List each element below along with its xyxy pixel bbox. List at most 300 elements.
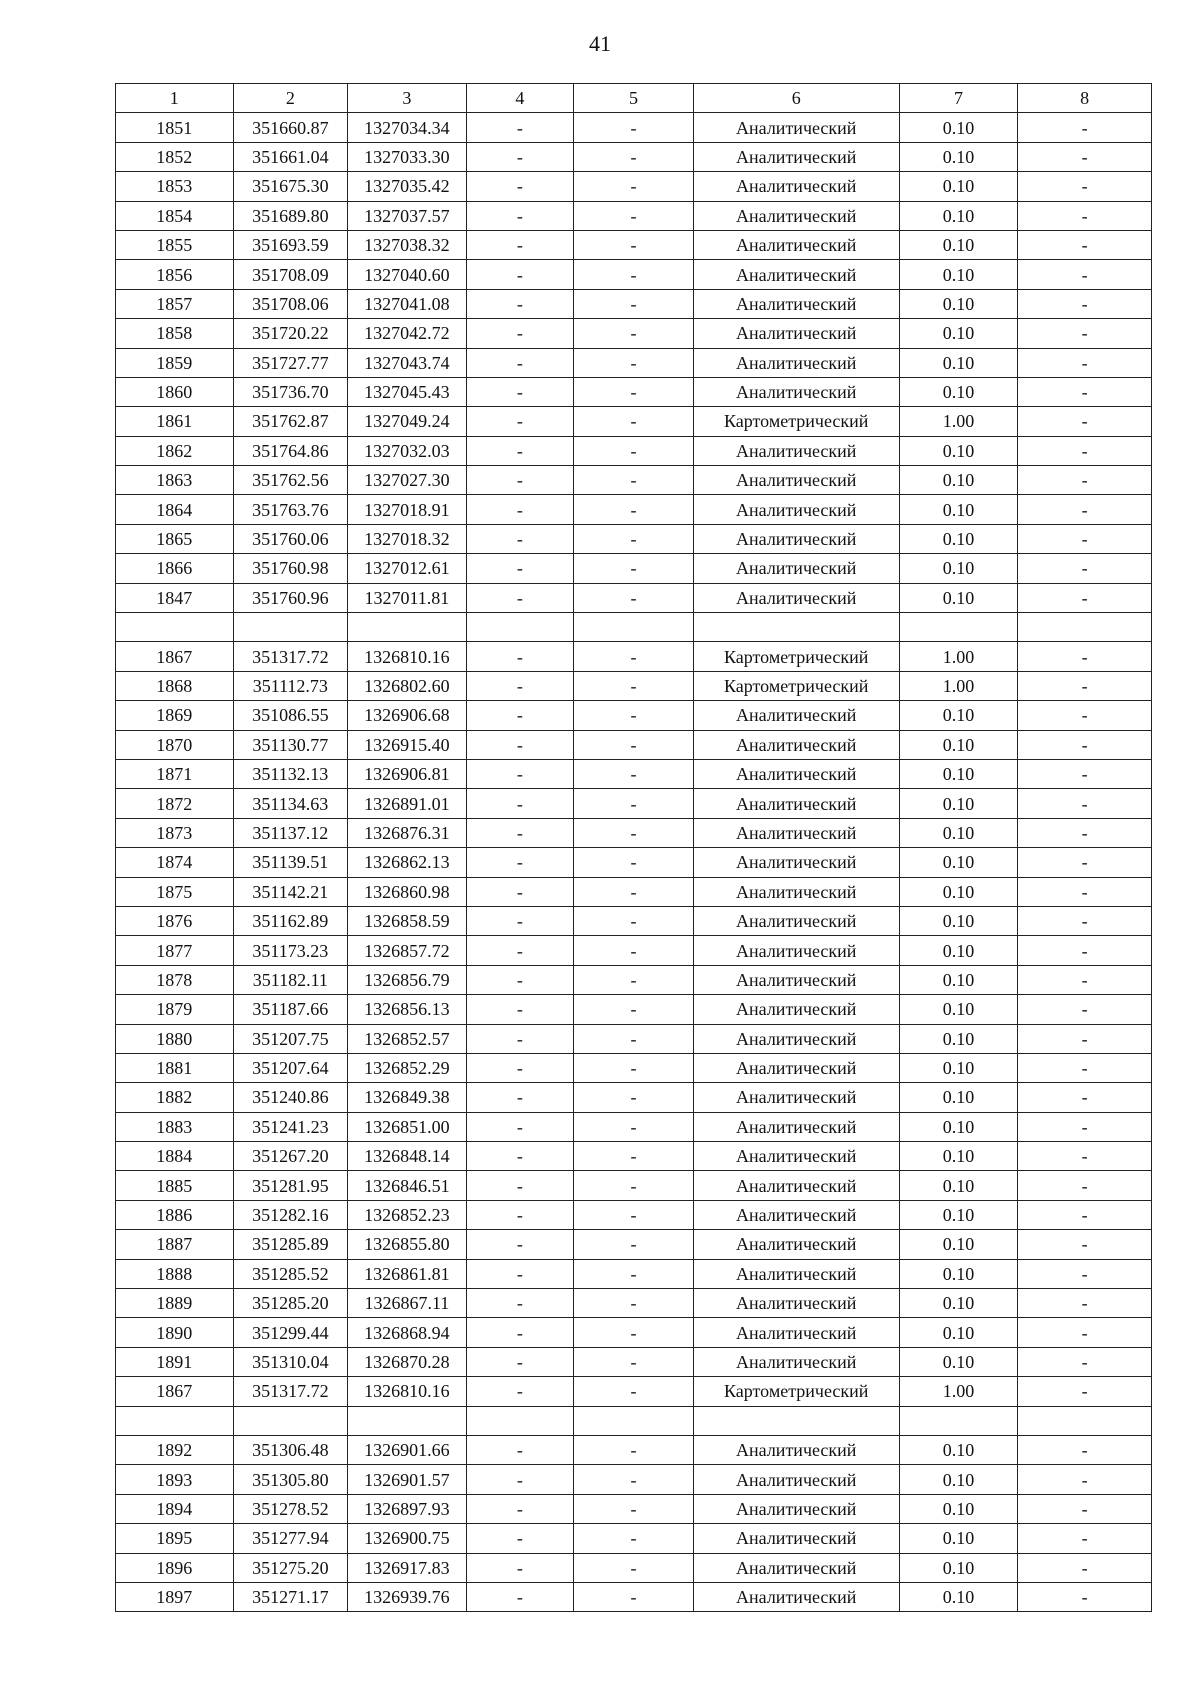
table-cell: - <box>574 436 694 465</box>
table-cell: - <box>1018 642 1152 671</box>
table-cell: 1882 <box>116 1083 234 1112</box>
table-cell: 1327040.60 <box>348 260 467 289</box>
column-header: 6 <box>693 84 899 113</box>
table-cell: - <box>574 583 694 612</box>
table-cell <box>116 1406 234 1435</box>
table-cell: - <box>574 201 694 230</box>
table-cell: 1326901.57 <box>348 1465 467 1494</box>
table-cell: 0.10 <box>899 1259 1018 1288</box>
table-cell <box>466 613 574 642</box>
table-cell: 351317.72 <box>233 1377 348 1406</box>
table-cell: 1326852.23 <box>348 1200 467 1229</box>
table-cell: 0.10 <box>899 230 1018 259</box>
table-cell: - <box>466 1112 574 1141</box>
table-cell: - <box>574 1142 694 1171</box>
table-cell: - <box>466 1435 574 1464</box>
table-cell: 0.10 <box>899 554 1018 583</box>
table-cell: 1878 <box>116 965 234 994</box>
table-cell: Картометрический <box>693 671 899 700</box>
table-cell: - <box>466 230 574 259</box>
table-cell: 1851 <box>116 113 234 142</box>
table-cell: Аналитический <box>693 1494 899 1523</box>
table-cell: 1853 <box>116 172 234 201</box>
table-cell: - <box>466 436 574 465</box>
table-cell: - <box>1018 701 1152 730</box>
table-cell: 1326900.75 <box>348 1524 467 1553</box>
table-cell: - <box>466 1582 574 1611</box>
table-cell: Аналитический <box>693 965 899 994</box>
table-cell: - <box>1018 1112 1152 1141</box>
table-cell: Аналитический <box>693 1347 899 1376</box>
table-cell: 1327049.24 <box>348 407 467 436</box>
table-row-separator <box>116 1406 1152 1435</box>
table-cell: - <box>466 319 574 348</box>
table-cell: - <box>574 524 694 553</box>
table-cell <box>1018 613 1152 642</box>
table-cell: 1326915.40 <box>348 730 467 759</box>
table-cell: 0.10 <box>899 1465 1018 1494</box>
table-cell <box>233 613 348 642</box>
table-cell: 0.10 <box>899 495 1018 524</box>
table-cell: Аналитический <box>693 848 899 877</box>
table-cell: - <box>1018 1524 1152 1553</box>
table-cell: 1897 <box>116 1582 234 1611</box>
table-cell: 1.00 <box>899 1377 1018 1406</box>
table-cell: - <box>466 554 574 583</box>
table-cell: 0.10 <box>899 848 1018 877</box>
table-cell: 0.10 <box>899 201 1018 230</box>
table-cell: - <box>574 1553 694 1582</box>
table-cell: 1326860.98 <box>348 877 467 906</box>
table-cell: - <box>466 995 574 1024</box>
table-cell: - <box>466 1524 574 1553</box>
table-cell: 351132.13 <box>233 759 348 788</box>
table-cell: 0.10 <box>899 1289 1018 1318</box>
table-cell: - <box>574 730 694 759</box>
table-cell: 0.10 <box>899 1142 1018 1171</box>
table-cell: 351285.52 <box>233 1259 348 1288</box>
table-cell: 0.10 <box>899 348 1018 377</box>
table-cell: 1890 <box>116 1318 234 1347</box>
table-row <box>116 583 1152 612</box>
table-cell: 1327037.57 <box>348 201 467 230</box>
table-cell: Аналитический <box>693 789 899 818</box>
table-cell <box>466 1406 574 1435</box>
table-cell: 351310.04 <box>233 1347 348 1376</box>
table-cell: 0.10 <box>899 789 1018 818</box>
table-cell: - <box>574 289 694 318</box>
table-cell: 1858 <box>116 319 234 348</box>
table-cell: - <box>574 377 694 406</box>
table-cell: - <box>1018 1024 1152 1053</box>
table-cell: - <box>1018 1259 1152 1288</box>
table-row <box>116 172 1152 201</box>
table-cell: - <box>466 730 574 759</box>
table-cell: - <box>466 965 574 994</box>
table-row <box>116 671 1152 700</box>
table-cell: 351277.94 <box>233 1524 348 1553</box>
table-cell: 0.10 <box>899 995 1018 1024</box>
table-cell: - <box>1018 759 1152 788</box>
table-cell: 1871 <box>116 759 234 788</box>
table-cell: - <box>1018 995 1152 1024</box>
table-cell: Аналитический <box>693 524 899 553</box>
table-cell: 351182.11 <box>233 965 348 994</box>
table-cell: Аналитический <box>693 818 899 847</box>
table-cell: - <box>574 848 694 877</box>
table-cell: Аналитический <box>693 1553 899 1582</box>
table-cell: 0.10 <box>899 1435 1018 1464</box>
table-cell: 351285.20 <box>233 1289 348 1318</box>
table-cell: 351763.76 <box>233 495 348 524</box>
table-cell: - <box>466 289 574 318</box>
table-cell: 1326870.28 <box>348 1347 467 1376</box>
table-cell: 351187.66 <box>233 995 348 1024</box>
table-cell: - <box>1018 230 1152 259</box>
table-cell: Аналитический <box>693 877 899 906</box>
table-row <box>116 1524 1152 1553</box>
table-cell: - <box>1018 1053 1152 1082</box>
table-cell: 0.10 <box>899 1347 1018 1376</box>
table-cell: Картометрический <box>693 1377 899 1406</box>
table-cell: 351240.86 <box>233 1083 348 1112</box>
table-row <box>116 759 1152 788</box>
table-cell: 1326810.16 <box>348 642 467 671</box>
table-cell: 1326876.31 <box>348 818 467 847</box>
table-cell: 351281.95 <box>233 1171 348 1200</box>
table-row <box>116 789 1152 818</box>
table-cell: - <box>574 759 694 788</box>
table-cell: - <box>1018 377 1152 406</box>
table-cell: Аналитический <box>693 1435 899 1464</box>
table-cell: 0.10 <box>899 1200 1018 1229</box>
table-cell: - <box>1018 789 1152 818</box>
column-header: 1 <box>116 84 234 113</box>
table-cell: 1327033.30 <box>348 142 467 171</box>
table-cell: - <box>1018 466 1152 495</box>
table-cell: 1892 <box>116 1435 234 1464</box>
table-cell: - <box>466 583 574 612</box>
table-row <box>116 848 1152 877</box>
table-cell: 0.10 <box>899 1024 1018 1053</box>
table-cell: - <box>574 1200 694 1229</box>
table-row <box>116 1465 1152 1494</box>
table-cell: 351689.80 <box>233 201 348 230</box>
table-cell: - <box>574 995 694 1024</box>
table-row <box>116 1171 1152 1200</box>
table-cell: - <box>574 1024 694 1053</box>
table-cell: - <box>466 671 574 700</box>
table-cell: 351275.20 <box>233 1553 348 1582</box>
table-cell: Аналитический <box>693 1142 899 1171</box>
table-cell: - <box>1018 495 1152 524</box>
table-cell: Аналитический <box>693 554 899 583</box>
table-cell: Аналитический <box>693 1200 899 1229</box>
table-cell: 0.10 <box>899 377 1018 406</box>
table-cell: - <box>1018 348 1152 377</box>
table-cell: 1326861.81 <box>348 1259 467 1288</box>
table-cell <box>348 613 467 642</box>
table-cell: 1859 <box>116 348 234 377</box>
table-row <box>116 260 1152 289</box>
table-cell: - <box>1018 818 1152 847</box>
table-cell: 351173.23 <box>233 936 348 965</box>
table-row <box>116 1200 1152 1229</box>
table-cell: - <box>574 466 694 495</box>
table-cell: - <box>574 319 694 348</box>
table-cell: - <box>1018 1289 1152 1318</box>
table-row <box>116 495 1152 524</box>
table-cell: 1886 <box>116 1200 234 1229</box>
table-cell: - <box>574 701 694 730</box>
table-cell: - <box>574 1494 694 1523</box>
table-cell: Аналитический <box>693 906 899 935</box>
table-cell: 1326906.68 <box>348 701 467 730</box>
table-cell: - <box>574 172 694 201</box>
table-cell: 1867 <box>116 1377 234 1406</box>
table-cell: - <box>574 1465 694 1494</box>
table-cell: 1881 <box>116 1053 234 1082</box>
table-cell: 351139.51 <box>233 848 348 877</box>
table-cell: - <box>466 877 574 906</box>
table-cell: 1896 <box>116 1553 234 1582</box>
table-cell: 0.10 <box>899 172 1018 201</box>
table-cell: 351271.17 <box>233 1582 348 1611</box>
table-cell: 1327045.43 <box>348 377 467 406</box>
table-cell: 1864 <box>116 495 234 524</box>
table-cell: 1870 <box>116 730 234 759</box>
table-cell <box>574 1406 694 1435</box>
table-cell: 351134.63 <box>233 789 348 818</box>
table-cell: 0.10 <box>899 1053 1018 1082</box>
table-cell: 0.10 <box>899 524 1018 553</box>
table-cell: 1326852.57 <box>348 1024 467 1053</box>
table-cell: 0.10 <box>899 142 1018 171</box>
table-cell: - <box>574 260 694 289</box>
table-cell <box>574 613 694 642</box>
table-row <box>116 1582 1152 1611</box>
table-cell: 0.10 <box>899 319 1018 348</box>
table-cell: Аналитический <box>693 759 899 788</box>
table-cell: Аналитический <box>693 201 899 230</box>
table-cell: 1867 <box>116 642 234 671</box>
table-cell: Аналитический <box>693 348 899 377</box>
table-cell: 1.00 <box>899 671 1018 700</box>
table-row <box>116 701 1152 730</box>
table-cell: 1852 <box>116 142 234 171</box>
table-cell: 1869 <box>116 701 234 730</box>
table-row <box>116 348 1152 377</box>
table-cell: - <box>1018 172 1152 201</box>
table-cell: - <box>466 142 574 171</box>
table-row <box>116 142 1152 171</box>
table-body <box>116 113 1152 1612</box>
table-cell: - <box>466 1289 574 1318</box>
table-cell: Аналитический <box>693 319 899 348</box>
table-row <box>116 730 1152 759</box>
table-cell: - <box>1018 936 1152 965</box>
table-cell: 0.10 <box>899 466 1018 495</box>
table-cell: 351267.20 <box>233 1142 348 1171</box>
table-cell: 0.10 <box>899 113 1018 142</box>
table-cell: - <box>574 1083 694 1112</box>
table-cell: Аналитический <box>693 1259 899 1288</box>
table-row <box>116 1024 1152 1053</box>
table-cell: 0.10 <box>899 1230 1018 1259</box>
table-cell: 0.10 <box>899 1112 1018 1141</box>
table-cell: 351720.22 <box>233 319 348 348</box>
table-cell: - <box>1018 1200 1152 1229</box>
table-cell: 0.10 <box>899 965 1018 994</box>
table-cell: 1847 <box>116 583 234 612</box>
table-cell: 1876 <box>116 906 234 935</box>
table-cell: Аналитический <box>693 1171 899 1200</box>
table-cell: 1893 <box>116 1465 234 1494</box>
table-cell: - <box>1018 1494 1152 1523</box>
table-cell: - <box>574 936 694 965</box>
table-cell: 0.10 <box>899 1318 1018 1347</box>
table-cell: - <box>466 1553 574 1582</box>
table-cell: - <box>466 377 574 406</box>
table-cell: 1326856.13 <box>348 995 467 1024</box>
table-cell: - <box>1018 1083 1152 1112</box>
table-cell: 351762.87 <box>233 407 348 436</box>
table-cell: - <box>466 348 574 377</box>
table-cell: 1326856.79 <box>348 965 467 994</box>
table-cell: - <box>466 466 574 495</box>
table-cell: - <box>1018 583 1152 612</box>
table-row <box>116 1083 1152 1112</box>
table-cell <box>693 613 899 642</box>
table-cell: - <box>466 1230 574 1259</box>
table-cell: - <box>1018 436 1152 465</box>
table-cell: 1861 <box>116 407 234 436</box>
table-cell: 0.10 <box>899 1582 1018 1611</box>
table-row <box>116 377 1152 406</box>
table-cell: Аналитический <box>693 1582 899 1611</box>
table-cell: - <box>1018 524 1152 553</box>
table-cell: 351207.64 <box>233 1053 348 1082</box>
table-cell: Аналитический <box>693 260 899 289</box>
table-cell: - <box>1018 260 1152 289</box>
table-cell: 351317.72 <box>233 642 348 671</box>
table-cell: Аналитический <box>693 1524 899 1553</box>
table-cell: - <box>466 172 574 201</box>
table-cell: - <box>466 1465 574 1494</box>
table-cell: 351305.80 <box>233 1465 348 1494</box>
table-cell: 1865 <box>116 524 234 553</box>
table-cell: 0.10 <box>899 730 1018 759</box>
table-cell: 351086.55 <box>233 701 348 730</box>
table-cell: 1327042.72 <box>348 319 467 348</box>
table-cell: 1887 <box>116 1230 234 1259</box>
table-cell: 1327012.61 <box>348 554 467 583</box>
table-cell: 1877 <box>116 936 234 965</box>
table-cell: - <box>1018 965 1152 994</box>
table-cell: - <box>574 1435 694 1464</box>
table-cell: - <box>1018 671 1152 700</box>
table-cell: Аналитический <box>693 377 899 406</box>
table-cell: - <box>466 1053 574 1082</box>
table-cell: - <box>574 1171 694 1200</box>
table-cell: - <box>466 642 574 671</box>
table-cell: 0.10 <box>899 877 1018 906</box>
table-cell: 351207.75 <box>233 1024 348 1053</box>
table-cell: - <box>574 1582 694 1611</box>
table-cell: 1872 <box>116 789 234 818</box>
table-header-row <box>116 84 1152 113</box>
table-row <box>116 1053 1152 1082</box>
table-row <box>116 965 1152 994</box>
table-cell: - <box>574 1230 694 1259</box>
table-cell: 1860 <box>116 377 234 406</box>
table-cell: 0.10 <box>899 289 1018 318</box>
table-row <box>116 1494 1152 1523</box>
table-cell: 0.10 <box>899 1553 1018 1582</box>
table-cell: 1326849.38 <box>348 1083 467 1112</box>
table-cell: 1862 <box>116 436 234 465</box>
table-cell: 351660.87 <box>233 113 348 142</box>
table-cell: 1863 <box>116 466 234 495</box>
table-cell: - <box>1018 730 1152 759</box>
table-cell: - <box>466 1024 574 1053</box>
table-cell: 351130.77 <box>233 730 348 759</box>
table-cell: 1856 <box>116 260 234 289</box>
table-row <box>116 642 1152 671</box>
column-header: 4 <box>466 84 574 113</box>
table-cell: 1327027.30 <box>348 466 467 495</box>
table-cell: 1895 <box>116 1524 234 1553</box>
table-cell: 1326917.83 <box>348 1553 467 1582</box>
table-cell: Аналитический <box>693 142 899 171</box>
table-cell: 0.10 <box>899 906 1018 935</box>
table-row <box>116 1347 1152 1376</box>
table-cell: Аналитический <box>693 1465 899 1494</box>
table-cell: 1327041.08 <box>348 289 467 318</box>
table-cell: Аналитический <box>693 289 899 318</box>
table-cell: - <box>1018 142 1152 171</box>
table-row <box>116 201 1152 230</box>
table-cell: 351241.23 <box>233 1112 348 1141</box>
table-cell: 1327043.74 <box>348 348 467 377</box>
table-cell: Аналитический <box>693 995 899 1024</box>
table-cell <box>1018 1406 1152 1435</box>
table-cell: 1326867.11 <box>348 1289 467 1318</box>
table-cell: - <box>466 1142 574 1171</box>
table-cell: 1326906.81 <box>348 759 467 788</box>
table-row-separator <box>116 613 1152 642</box>
table-cell: - <box>1018 906 1152 935</box>
table-cell: - <box>466 1494 574 1523</box>
table-row <box>116 113 1152 142</box>
table-cell: 1326802.60 <box>348 671 467 700</box>
table-row <box>116 1318 1152 1347</box>
table-cell: 351764.86 <box>233 436 348 465</box>
table-cell: 351278.52 <box>233 1494 348 1523</box>
table-cell: - <box>574 818 694 847</box>
table-cell: - <box>466 407 574 436</box>
table-cell: 1868 <box>116 671 234 700</box>
table-cell: 1874 <box>116 848 234 877</box>
table-cell: Аналитический <box>693 583 899 612</box>
table-row <box>116 289 1152 318</box>
table-cell: - <box>574 554 694 583</box>
table-cell: - <box>466 1083 574 1112</box>
table-cell: 0.10 <box>899 583 1018 612</box>
table-cell: - <box>574 789 694 818</box>
table-row <box>116 995 1152 1024</box>
table-cell: - <box>466 1377 574 1406</box>
